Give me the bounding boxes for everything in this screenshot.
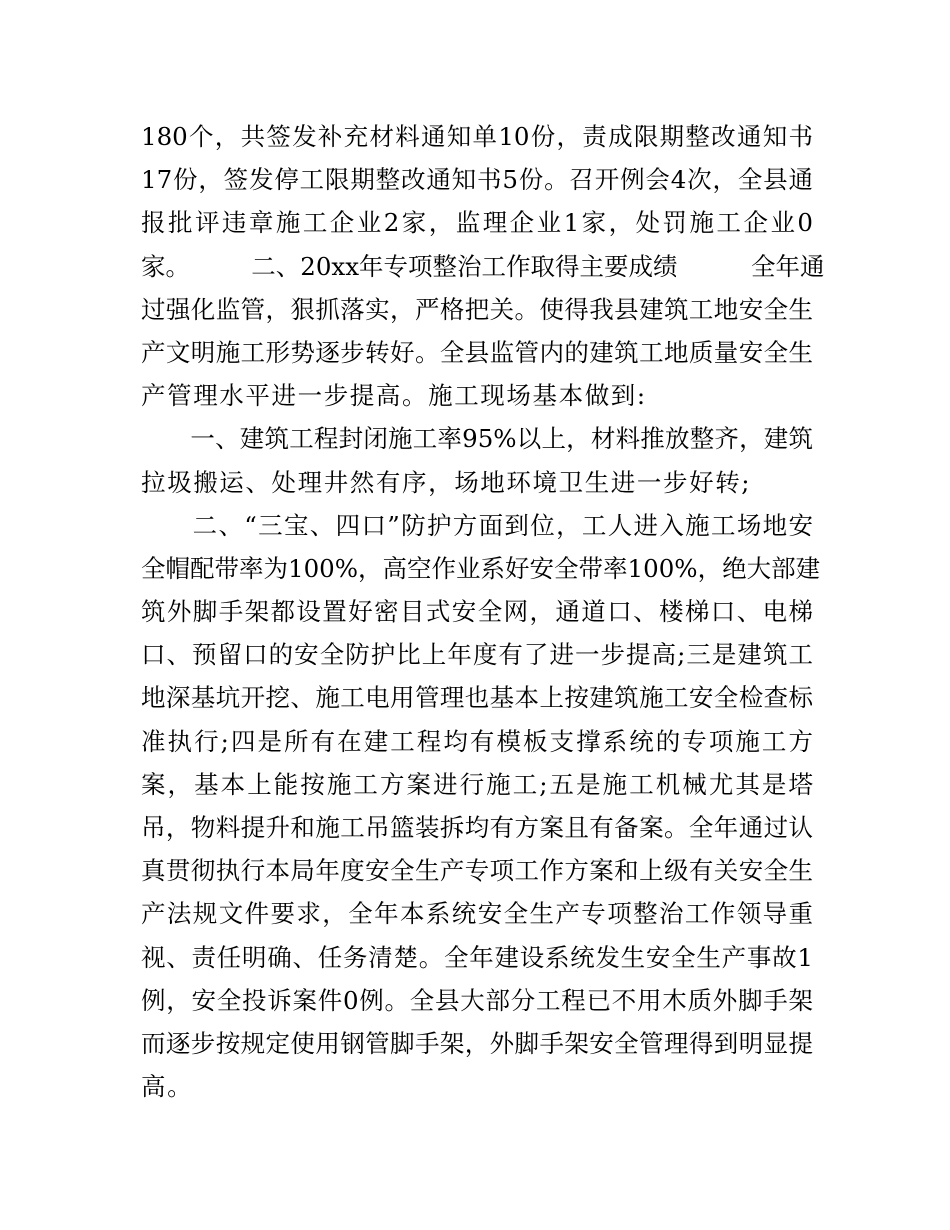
text-line: 真贯彻执行本局年度安全生产专项工作方案和上级有关安全生: [141, 856, 813, 886]
text-line: 17份，签发停工限期整改通知书5份。召开例会4次，全县通: [141, 165, 813, 195]
text-line: 地深基坑开挖、施工电用管理也基本上按建筑施工安全检查标: [141, 683, 813, 713]
text-line: 产法规文件要求，全年本系统安全生产专项整治工作领导重: [141, 899, 813, 929]
text-line: 筑外脚手架都设置好密目式安全网，通道口、楼梯口、电梯: [141, 597, 813, 627]
document-body: [141, 115, 825, 1108]
text-line: 案，基本上能按施工方案进行施工;五是施工机械尤其是塔: [141, 769, 813, 799]
text-line: 180个，共签发补充材料通知单10份，责成限期整改通知书: [141, 122, 813, 151]
text-line: 例，安全投诉案件0例。全县大部分工程已不用木质外脚手架: [141, 985, 813, 1015]
text-line: 一、建筑工程封闭施工率95%以上，材料推放整齐，建筑: [141, 424, 813, 454]
text-line: 产管理水平进一步提高。施工现场基本做到:: [141, 381, 647, 411]
text-line: 产文明施工形势逐步转好。全县监管内的建筑工地质量安全生: [141, 337, 813, 367]
text-line: 视、责任明确、任务清楚。全年建设系统发生安全生产事故1: [141, 942, 813, 972]
text-line: 吊，物料提升和施工吊篮装拆均有方案且有备案。全年通过认: [141, 813, 813, 842]
text-line: 报批评违章施工企业2家，监理企业1家，处罚施工企业0: [141, 208, 813, 238]
text-line: 高。: [141, 1072, 194, 1102]
text-line: 全帽配带率为100%，高空作业系好安全带率100%，绝大部建: [141, 553, 821, 583]
text-line: 过强化监管，狠抓落实，严格把关。使得我县建筑工地安全生: [141, 294, 813, 324]
text-line: 家。 二、20xx年专项整治工作取得主要成绩 全年通: [141, 251, 825, 281]
text-line: 准执行;四是所有在建工程均有模板支撑系统的专项施工方: [141, 726, 813, 756]
text-line: 口、预留口的安全防护比上年度有了进一步提高;三是建筑工: [141, 640, 813, 670]
text-line: 拉圾搬运、处理井然有序，场地环境卫生进一步好转;: [141, 467, 752, 497]
text-line: 二、“三宝、四口”防护方面到位，工人进入施工场地安: [141, 510, 813, 540]
text-line: 而逐步按规定使用钢管脚手架，外脚手架安全管理得到明显提: [141, 1028, 813, 1058]
